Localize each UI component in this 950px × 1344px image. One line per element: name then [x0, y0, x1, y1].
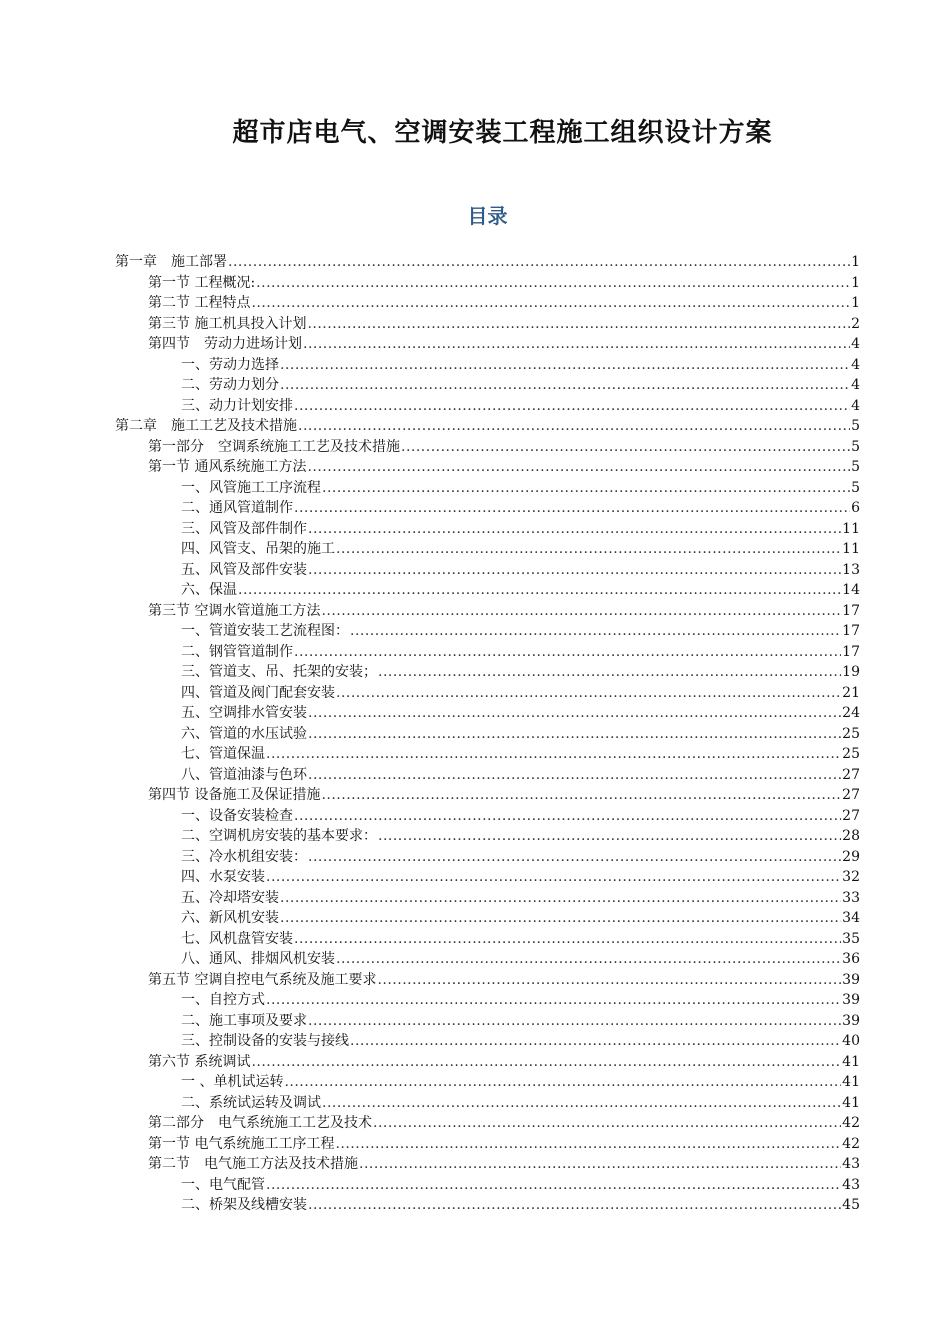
toc-entry-label: 一 、单机试运转	[181, 1074, 284, 1090]
toc-entry-page-number: 41	[842, 1074, 860, 1090]
toc-leader-dots	[308, 724, 841, 745]
toc-entry-label: 第一节 电气系统施工工序工程	[148, 1135, 335, 1152]
toc-entry-label: 八、管道油漆与色环	[181, 766, 307, 783]
toc-entry-page-number: 43	[842, 1176, 860, 1193]
toc-entry-page-number: 1	[851, 274, 860, 291]
toc-leader-dots	[251, 293, 850, 314]
toc-entry-label: 第六节 系统调试	[148, 1053, 251, 1070]
toc-leader-dots	[280, 355, 850, 376]
toc-entry[interactable]	[115, 580, 860, 601]
toc-entry-label: 四、管道及阀门配套安装	[181, 684, 335, 701]
toc-entry[interactable]	[115, 703, 860, 724]
toc-leader-dots	[294, 929, 841, 950]
toc-entry-page-number: 4	[851, 356, 860, 373]
toc-entry-label: 二、钢管管道制作	[181, 643, 293, 660]
toc-entry[interactable]	[115, 826, 860, 847]
document-title: 超市店电气、空调安装工程施工组织设计方案	[232, 118, 773, 148]
toc-entry[interactable]	[115, 601, 860, 622]
toc-leader-dots	[298, 416, 850, 437]
toc-entry-label: 二、施工事项及要求	[181, 1012, 307, 1029]
toc-entry-page-number: 35	[842, 930, 860, 947]
toc-entry-label: 三、冷水机组安装：	[181, 848, 307, 865]
toc-entry[interactable]	[115, 396, 860, 417]
toc-entry[interactable]	[115, 806, 860, 827]
toc-entry-page-number: 25	[842, 725, 860, 742]
toc-leader-dots	[266, 990, 841, 1011]
toc-entry-label: 第二节 电气施工方法及技术措施	[148, 1156, 358, 1172]
toc-entry[interactable]	[115, 1093, 860, 1114]
toc-entry-label: 七、管道保温	[181, 746, 265, 762]
toc-entry-page-number: 39	[842, 1012, 860, 1029]
toc-entry[interactable]	[115, 416, 860, 437]
toc-leader-dots	[321, 785, 841, 806]
toc-leader-dots	[322, 1093, 841, 1114]
toc-entry[interactable]	[115, 744, 860, 765]
toc-entry[interactable]	[115, 478, 860, 499]
toc-entry[interactable]	[115, 375, 860, 396]
toc-leader-dots	[350, 1031, 841, 1052]
toc-entry[interactable]	[115, 867, 860, 888]
toc-entry-page-number: 36	[842, 951, 860, 967]
toc-entry-label: 第一节 通风系统施工方法	[148, 459, 307, 475]
toc-entry-label: 第二章 施工工艺及技术措施	[115, 418, 297, 434]
toc-heading: 目录	[467, 204, 508, 228]
toc-entry[interactable]	[115, 785, 860, 806]
toc-entry[interactable]	[115, 662, 860, 683]
toc-entry-label: 四、水泵安装	[181, 869, 265, 885]
toc-entry[interactable]	[115, 560, 860, 581]
toc-entry-page-number: 11	[842, 520, 860, 537]
toc-leader-dots	[307, 314, 850, 335]
toc-entry[interactable]	[115, 457, 860, 478]
toc-leader-dots	[401, 437, 850, 458]
toc-leader-dots	[294, 498, 850, 519]
toc-entry-label: 六、新风机安装	[181, 910, 279, 926]
toc-entry-label: 第三节 施工机具投入计划	[148, 315, 307, 332]
toc-entry[interactable]	[115, 314, 860, 335]
toc-entry[interactable]	[115, 970, 860, 991]
toc-entry-page-number: 28	[842, 828, 860, 844]
toc-leader-dots	[256, 273, 850, 294]
toc-leader-dots	[308, 765, 841, 786]
toc-entry-page-number: 17	[842, 623, 860, 639]
toc-leader-dots	[280, 888, 841, 909]
toc-entry-page-number: 1	[851, 254, 860, 270]
toc-entry-page-number: 13	[842, 561, 860, 578]
toc-leader-dots	[336, 539, 841, 560]
toc-entry-label: 三、风管及部件制作	[181, 520, 307, 537]
toc-entry-label: 第三节 空调水管道施工方法	[148, 602, 321, 619]
toc-entry-page-number: 42	[842, 1135, 860, 1152]
toc-leader-dots	[308, 519, 841, 540]
toc-entry-label: 三、控制设备的安装与接线	[181, 1033, 349, 1049]
toc-entry-label: 第一部分 空调系统施工工艺及技术措施	[148, 438, 400, 455]
toc-entry[interactable]	[115, 293, 860, 314]
toc-entry-label: 三、管道支、吊、托架的安装；	[181, 664, 377, 680]
toc-entry-page-number: 5	[851, 459, 860, 475]
toc-entry-page-number: 34	[842, 910, 860, 926]
toc-leader-dots	[378, 826, 841, 847]
toc-entry[interactable]	[115, 621, 860, 642]
toc-leader-dots	[294, 396, 850, 417]
toc-leader-dots	[373, 1113, 841, 1134]
toc-entry[interactable]	[115, 519, 860, 540]
toc-entry-label: 六、保温	[181, 582, 237, 598]
toc-leader-dots	[359, 1154, 841, 1175]
toc-entry-page-number: 2	[851, 315, 860, 332]
toc-entry[interactable]	[115, 539, 860, 560]
toc-entry-page-number: 4	[851, 397, 860, 414]
toc-leader-dots	[350, 621, 841, 642]
toc-entry-label: 二、劳动力划分	[181, 377, 279, 393]
toc-entry[interactable]	[115, 498, 860, 519]
toc-entry-page-number: 5	[851, 438, 860, 455]
toc-entry-page-number: 33	[842, 889, 860, 906]
toc-entry-label: 六、管道的水压试验	[181, 725, 307, 742]
toc-leader-dots	[251, 1052, 841, 1073]
toc-entry-page-number: 4	[851, 336, 860, 352]
toc-entry-label: 第四节 劳动力进场计划	[148, 336, 302, 352]
toc-leader-dots	[294, 642, 841, 663]
toc-entry[interactable]	[115, 847, 860, 868]
toc-entry-page-number: 4	[851, 377, 860, 393]
toc-leader-dots	[284, 1072, 841, 1093]
toc-entry-label: 一、管道安装工艺流程图：	[181, 623, 349, 639]
toc-leader-dots	[228, 252, 850, 273]
toc-entry-page-number: 41	[842, 1094, 860, 1111]
toc-entry-label: 一、风管施工工序流程	[181, 479, 321, 496]
toc-leader-dots	[308, 1011, 841, 1032]
toc-entry[interactable]	[115, 683, 860, 704]
toc-entry-page-number: 14	[842, 582, 860, 598]
toc-entry[interactable]	[115, 888, 860, 909]
toc-entry-label: 第二节 工程特点	[148, 295, 251, 311]
toc-entry-page-number: 5	[851, 479, 860, 496]
toc-entry-label: 一、电气配管	[181, 1176, 265, 1193]
toc-entry-label: 二、通风管道制作	[181, 500, 293, 516]
toc-entry-page-number: 42	[842, 1115, 860, 1131]
toc-entry-label: 二、系统试运转及调试	[181, 1094, 321, 1111]
toc-leader-dots	[307, 457, 850, 478]
toc-entry-label: 第二部分 电气系统施工工艺及技术	[148, 1115, 372, 1131]
toc-entry-page-number: 24	[842, 705, 860, 721]
toc-leader-dots	[238, 580, 841, 601]
toc-leader-dots	[308, 1195, 841, 1216]
toc-leader-dots	[266, 1175, 841, 1196]
toc-entry-label: 四、风管支、吊架的施工	[181, 541, 335, 557]
toc-entry-label: 一、设备安装检查	[181, 807, 293, 824]
toc-leader-dots	[322, 478, 850, 499]
toc-entry-page-number: 27	[842, 766, 860, 783]
toc-leader-dots	[336, 949, 841, 970]
toc-entry[interactable]	[115, 949, 860, 970]
toc-entry[interactable]	[115, 1072, 860, 1093]
toc-entry-label: 一、自控方式	[181, 992, 265, 1008]
toc-entry-page-number: 43	[842, 1156, 860, 1172]
toc-leader-dots	[280, 908, 841, 929]
toc-entry-label: 五、冷却塔安装	[181, 889, 279, 906]
toc-entry[interactable]	[115, 642, 860, 663]
table-of-contents	[115, 252, 860, 1216]
toc-entry-label: 五、风管及部件安装	[181, 561, 307, 578]
toc-leader-dots	[377, 970, 841, 991]
toc-entry-page-number: 17	[842, 643, 860, 660]
toc-entry[interactable]	[115, 908, 860, 929]
toc-entry-label: 第一节 工程概况:	[148, 274, 256, 291]
toc-leader-dots	[308, 703, 841, 724]
toc-entry[interactable]	[115, 1195, 860, 1216]
toc-entry-page-number: 21	[842, 684, 860, 701]
toc-leader-dots	[303, 334, 850, 355]
toc-entry-page-number: 11	[842, 541, 860, 557]
toc-leader-dots	[308, 847, 841, 868]
toc-entry[interactable]	[115, 1052, 860, 1073]
toc-entry-label: 八、通风、排烟风机安装	[181, 951, 335, 967]
toc-entry-page-number: 45	[842, 1197, 860, 1213]
toc-leader-dots	[280, 375, 850, 396]
toc-leader-dots	[378, 662, 841, 683]
toc-entry[interactable]	[115, 273, 860, 294]
toc-entry-label: 五、空调排水管安装	[181, 705, 307, 721]
toc-leader-dots	[321, 601, 841, 622]
toc-entry-page-number: 40	[842, 1033, 860, 1049]
toc-entry[interactable]	[115, 1154, 860, 1175]
toc-entry[interactable]	[115, 1175, 860, 1196]
toc-entry[interactable]	[115, 929, 860, 950]
toc-leader-dots	[266, 867, 841, 888]
toc-entry-page-number: 32	[842, 869, 860, 885]
toc-entry[interactable]	[115, 990, 860, 1011]
toc-entry[interactable]	[115, 437, 860, 458]
toc-entry[interactable]	[115, 355, 860, 376]
toc-entry-label: 七、风机盘管安装	[181, 930, 293, 947]
toc-entry-page-number: 27	[842, 787, 860, 803]
toc-entry[interactable]	[115, 1011, 860, 1032]
toc-entry-page-number: 25	[842, 746, 860, 762]
toc-entry-page-number: 5	[851, 418, 860, 434]
toc-entry[interactable]	[115, 765, 860, 786]
toc-entry-page-number: 27	[842, 807, 860, 824]
toc-entry[interactable]	[115, 1134, 860, 1155]
toc-entry-page-number: 17	[842, 602, 860, 619]
toc-entry[interactable]	[115, 1031, 860, 1052]
toc-entry[interactable]	[115, 334, 860, 355]
toc-leader-dots	[266, 744, 841, 765]
toc-entry-page-number: 39	[842, 992, 860, 1008]
toc-entry-label: 三、动力计划安排	[181, 397, 293, 414]
toc-entry[interactable]	[115, 724, 860, 745]
toc-entry-page-number: 6	[851, 500, 860, 516]
toc-leader-dots	[335, 1134, 841, 1155]
toc-entry-label: 第一章 施工部署	[115, 254, 227, 270]
toc-entry[interactable]	[115, 252, 860, 273]
toc-entry-label: 二、空调机房安装的基本要求：	[181, 828, 377, 844]
toc-entry-page-number: 39	[842, 971, 860, 988]
toc-entry[interactable]	[115, 1113, 860, 1134]
toc-entry-label: 一、劳动力选择	[181, 356, 279, 373]
toc-entry-page-number: 19	[842, 664, 860, 680]
toc-leader-dots	[294, 806, 841, 827]
toc-entry-label: 第五节 空调自控电气系统及施工要求	[148, 971, 377, 988]
toc-leader-dots	[336, 683, 841, 704]
toc-entry-page-number: 41	[842, 1053, 860, 1070]
toc-entry-label: 第四节 设备施工及保证措施	[148, 787, 321, 803]
toc-leader-dots	[308, 560, 841, 581]
toc-entry-page-number: 1	[851, 295, 860, 311]
toc-entry-label: 二、桥架及线槽安装	[181, 1197, 307, 1213]
toc-entry-page-number: 29	[842, 848, 860, 865]
